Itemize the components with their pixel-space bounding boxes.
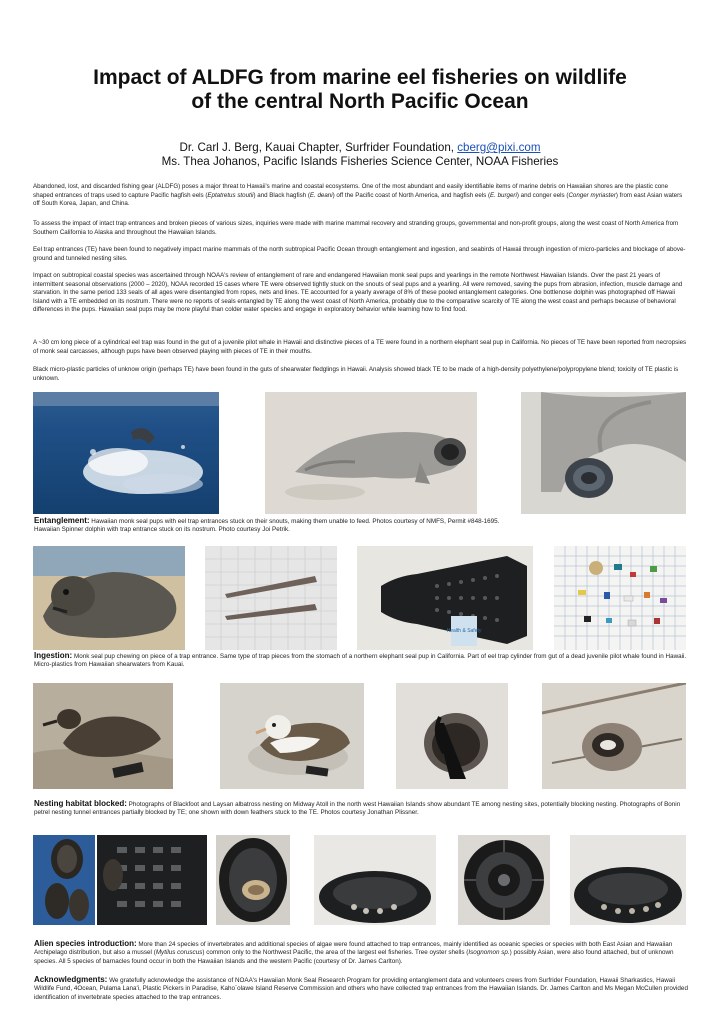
petrel-tunnel-photo-2	[542, 683, 686, 789]
entanglement-heading: Entanglement:	[34, 516, 90, 525]
trap-entrance-top-view-photo	[458, 835, 550, 925]
mussel-shells-photo	[33, 835, 95, 925]
acknowledgments-heading: Acknowledgments:	[34, 975, 108, 984]
intro-paragraph-4: Impact on subtropical coastal species was ascertained through NOAA's review of entanglement of rare and endangered Hawaiian monk seal pups and yearlings in the remote Northwest Hawaiian Islands. Over the past 21 years of intermittent seasonal observations (2000 – 2020), NOAA recorded 15 cases where TE were observed tightly stuck on the snouts of seal pups and a yearling. All were removed, saving the pups from abrasion, infection, muscle damage and starvation. In the same period 133 seals of all ages were disentangled from ropes, nets and lines. TE accounted for a yearly average of 8% of these pooled entanglement categories. One bottlenose dolphin was photographed off Hawaii Island with a TE embedded on its nostrum. There were no reports of seals entangled by TE along the west coast of North America, probably due to the comparative scarcity of TE along the west coast and perhaps because of behavioral differences in the pups. Hawaiian seal pups may be more playful than colder water species and engage in exploratory behavior while learning how to find food.	[33, 272, 683, 314]
ingestion-heading: Ingestion:	[34, 651, 73, 660]
poster-title	[40, 66, 680, 114]
intro-paragraph-1: Abandoned, lost, and discarded fishing gear (ALDFG) poses a major threat to Hawaii's marine and coastal ecosystems. One of the most abundant and easily identifiable items of marine debris on Hawaiian shores are the plastic cone shaped entrances of traps used to capture Pacific hagfish eels (Eptatretus stoutii) and Black hagfish (E. deani) off the Pacific coast of North America, and hagfish eels (E. burgeri) and conger eels (Conger myriaster) from east Asian waters off South Korea, Japan, and China.	[33, 183, 683, 208]
laysan-albatross-nest-photo	[220, 683, 364, 789]
intro-paragraph-6: Black micro-plastic particles of unknow origin (perhaps TE) have been found in the guts of shearwater fledglings in Hawaii. Analysis showed black TE to be made of a high-density polyethylene/polypropylene blend; toxicity of TE plastic is unknown.	[33, 366, 679, 382]
trap-pieces-elephant-seal-photo	[205, 546, 337, 650]
intro-paragraph-3: Eel trap entrances (TE) have been found to negatively impact marine mammals of the north subtropical Pacific Ocean through entanglement and ingestion, and seabirds of Hawaii through ingestion of micro-particles and blockage of above-ground and tunneled nesting sites.	[33, 246, 686, 262]
nesting-caption: Nesting habitat blocked: Photographs of Blackfoot and Laysan albatross nesting on Midway Atoll in the north west Hawaiian Islands show abundant TE among nesting sites, potentially blocking nesting. Photographs of Bonin petrel nesting tunnel entrances partially blocked by TE; one shown with down feathers stuck to the TE. Photos courtesy Jonathan Plissner.	[34, 799, 681, 817]
micro-plastics-photo	[554, 546, 686, 650]
barnacles-on-trap-photo-2	[570, 835, 686, 925]
alien-species-heading: Alien species introduction:	[34, 939, 137, 948]
eel-trap-cylinder-photo	[357, 546, 533, 650]
monk-seal-pup-sand-photo	[265, 392, 477, 514]
petrel-tunnel-photo-1	[396, 683, 508, 789]
acknowledgments-caption: Acknowledgments: We gratefully acknowledge the assistance of NOAA's Hawaiian Monk Seal Research Program for providing entanglement data and volunteers crews from Surfrider Foundation, Hawaii Sharkastics, Hawaii Wildlife Fund, 4Ocean, Pulama Lana'i, Plastic Pickers in Paradise, Kaho`olawe Island Reserve Commission and others who have collected trap entrances from the Hawaiian Islands. Dr. James Carlton and Ms Megan McCullen provided identification of invertebrate species attached to the trap entrances.	[34, 975, 688, 1001]
ingestion-caption: Ingestion: Monk seal pup chewing on piece of a trap entrance. Same type of trap pieces from the stomach of a northern elephant seal pup in California. Part of eel trap cylinder from gut of a dead juvenile pilot whale found in Hawaii. Micro-plastics from Hawaiian shearwaters from Kauai.	[34, 651, 687, 669]
blackfoot-albatross-nest-photo	[33, 683, 173, 789]
author-email-link[interactable]: cberg@pixi.com	[457, 141, 541, 154]
bag-label: Health & Safety	[446, 628, 482, 634]
trap-fouling-organisms-photo	[97, 835, 207, 925]
author-block	[40, 141, 680, 169]
monk-seal-snout-trap-photo	[521, 392, 686, 514]
nesting-heading: Nesting habitat blocked:	[34, 799, 127, 808]
title-line-1: Impact of ALDFG from marine eel fisheries on wildlife	[93, 66, 627, 89]
intro-paragraph-5: A ~30 cm long piece of a cylindrical eel trap was found in the gut of a juvenile pilot whale in Hawaii and distinctive pieces of a TE were found in a northern elephant seal pup in California. No pieces of TE have been reported from necropsies of monk seal carcasses, although pups have been observed playing with pieces of TE in their mouths.	[33, 339, 687, 355]
entanglement-caption: Entanglement: Hawaiian monk seal pups with eel trap entrances stuck on their snouts, making them unable to feed. Photos courtesy of NMFS, Permit #848-1695. Hawaiian Spinner dolphin with trap entrance stuck on its nostrum. Photo courtesy Joi Petrik.	[34, 516, 500, 534]
title-line-2: of the central North Pacific Ocean	[191, 90, 529, 113]
alien-species-caption: Alien species introduction: More than 24 species of invertebrates and additional species of algae were found attached to trap entrances, mainly identified as oceanic species or species with both East Asian and Hawaiian Archipelago distribution, but also a mussel (Mytilus coruscus) common only to the Northwest Pacific, the area of the largest eel fisheries. Tree oyster shells (Isognomon sp.) possibly Asian, were also found attached, but of unknown species. All 5 species of barnacles found occur in both the Hawaiian Islands and the western Pacific (courtesy of Dr. James Carlton).	[34, 939, 674, 965]
dolphin-photo	[33, 392, 219, 514]
author-1: Dr. Carl J. Berg, Kauai Chapter, Surfrider Foundation, cberg@pixi.com	[179, 141, 541, 154]
author-2: Ms. Thea Johanos, Pacific Islands Fisheries Science Center, NOAA Fisheries	[161, 155, 559, 168]
intro-paragraph-2: To assess the impact of intact trap entrances and broken pieces of various sizes, inquiries were made with marine mammal recovery and stranding groups, governmental and non-profit groups, along the west coast of North America from Southern California to Alaska and throughout the Hawaiian Islands.	[33, 220, 679, 236]
tree-oyster-on-trap-photo	[216, 835, 290, 925]
barnacles-on-trap-photo-1	[314, 835, 436, 925]
monk-seal-chewing-photo	[33, 546, 185, 650]
